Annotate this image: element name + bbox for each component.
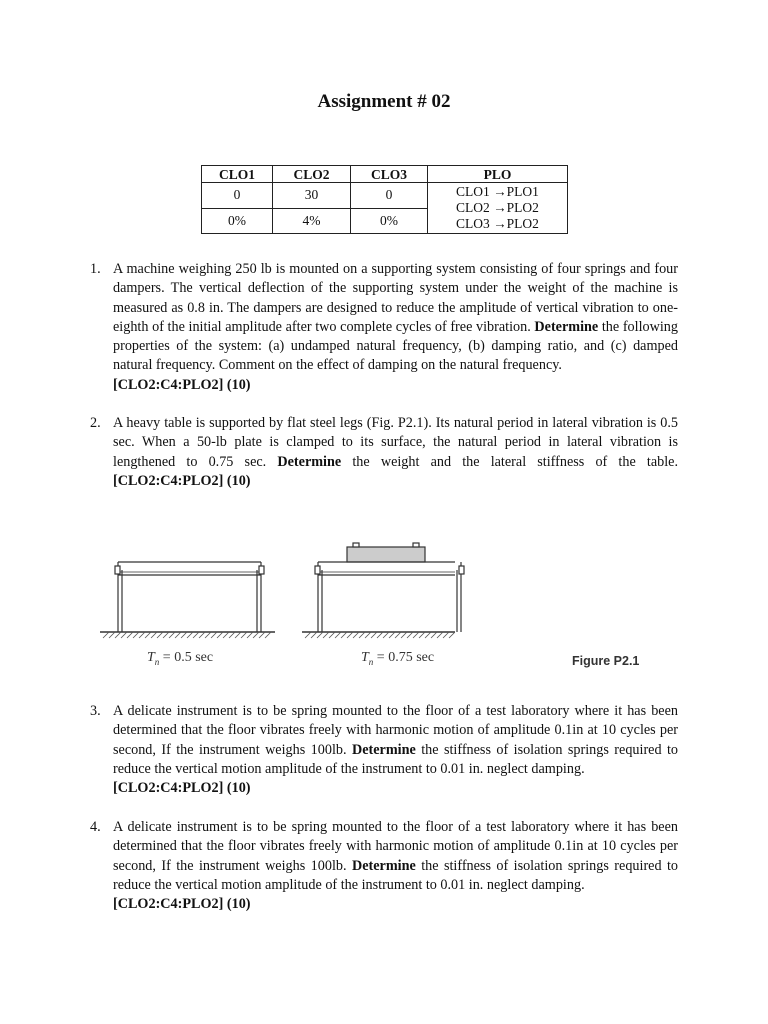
- period-symbol: T: [361, 650, 369, 665]
- header-clo2: CLO2: [273, 166, 351, 183]
- question-tag: [CLO2:C4:PLO2] (10): [113, 780, 251, 797]
- period-subscript: n: [368, 656, 374, 667]
- figure-caption-right: [361, 650, 434, 667]
- question-text-pre: A delicate instrument is to be spring mounted to the floor of a test laboratory where it has been determined that the floor vibrates freely with harmonic motion of amplitude 0.1in at 10 cycles per second, If the instrument weighs 100lb.: [113, 819, 678, 874]
- question-keyword: Determine: [351, 857, 416, 874]
- question-4: [90, 818, 678, 914]
- cell-clo2-percent: 4%: [273, 208, 351, 234]
- plo-map-3: CLO3 →PLO2: [456, 216, 539, 231]
- header-clo1: CLO1: [202, 166, 273, 183]
- table-with-plate-right-leg: [455, 535, 475, 645]
- question-2: [90, 414, 678, 491]
- table-header-row: [202, 166, 568, 183]
- figure-caption-left: [147, 650, 213, 667]
- cell-clo3-marks: 0: [351, 183, 428, 209]
- question-number: 3.: [90, 703, 101, 719]
- page-title: Assignment # 02: [317, 91, 451, 112]
- figure-p2-1: [95, 535, 455, 645]
- period-value: = 0.5 sec: [159, 650, 214, 665]
- cell-plo-mapping: [428, 183, 568, 234]
- question-text-pre: A heavy table is supported by flat steel legs (Fig. P2.1). Its natural period in lateral vibration is 0.5 sec. When a 50-lb plate is clamped to its surface, the natural period in lateral vibration is lengthened to 0.75 sec.: [113, 415, 678, 470]
- question-tag: [CLO2:C4:PLO2] (10): [113, 376, 251, 393]
- question-number: 1.: [90, 261, 101, 277]
- question-text-pre: A delicate instrument is to be spring mounted to the floor of a test laboratory where it has been determined that the floor vibrates freely with harmonic motion of amplitude 0.1in at 10 cycles per second, If the instrument weighs 100lb.: [113, 703, 678, 758]
- period-subscript: n: [154, 656, 160, 667]
- question-text-post: the stiffness of isolation springs required to reduce the vertical motion amplitude of the instrument to 0.01 in. neglect damping.: [113, 741, 679, 777]
- header-clo3: CLO3: [351, 166, 428, 183]
- plo-map-1: CLO1 →PLO1: [456, 184, 539, 199]
- question-keyword: Determine: [351, 741, 416, 758]
- question-text: [113, 702, 678, 798]
- question-keyword: Determine: [277, 453, 342, 470]
- cell-clo2-marks: 30: [273, 183, 351, 209]
- question-text: [113, 260, 678, 395]
- table-light-drawing: [100, 562, 275, 632]
- cell-clo1-marks: 0: [202, 183, 273, 209]
- question-text: [113, 818, 678, 914]
- question-text-post: the following properties of the system: (a) undamped natural frequency, (b) damping ratio, and (c) damped natural frequency. Comment on the effect of damping on the natural frequency.: [113, 318, 678, 374]
- header-plo: PLO: [428, 166, 568, 183]
- figure-label: Figure P2.1: [572, 654, 640, 668]
- plo-map-2: CLO2 →PLO2: [456, 200, 539, 215]
- table-row: [202, 183, 568, 209]
- table-with-plate-drawing: [302, 543, 455, 632]
- period-value: = 0.75 sec: [373, 650, 435, 665]
- period-symbol: T: [147, 650, 155, 665]
- cell-clo3-percent: 0%: [351, 208, 428, 234]
- question-tag: [CLO2:C4:PLO2] (10): [113, 896, 251, 913]
- question-number: 4.: [90, 819, 101, 835]
- ground-hatch-right: [305, 632, 455, 638]
- cell-clo1-percent: 0%: [202, 208, 273, 234]
- question-1: [90, 260, 678, 395]
- question-3: [90, 702, 678, 798]
- question-text-post: the stiffness of isolation springs required to reduce the vertical motion amplitude of the instrument to 0.01 in. neglect damping.: [113, 857, 679, 893]
- question-text-pre: A machine weighing 250 lb is mounted on a supporting system consisting of four springs and four dampers. The vertical deflection of the supporting system under the weight of the machine is measured as 0.8 in. The dampers are designed to reduce the amplitude of vertical vibration to one-eighth of the initial amplitude after two complete cycles of free vibration.: [113, 261, 678, 335]
- question-keyword: Determine: [534, 318, 599, 335]
- ground-hatch-left: [103, 632, 271, 638]
- question-text-post: the weight and the lateral stiffness of the table.: [352, 453, 679, 470]
- question-tag: [CLO2:C4:PLO2] (10): [113, 472, 251, 489]
- clo-table: [201, 165, 568, 234]
- question-number: 2.: [90, 415, 101, 431]
- question-text: [113, 414, 678, 491]
